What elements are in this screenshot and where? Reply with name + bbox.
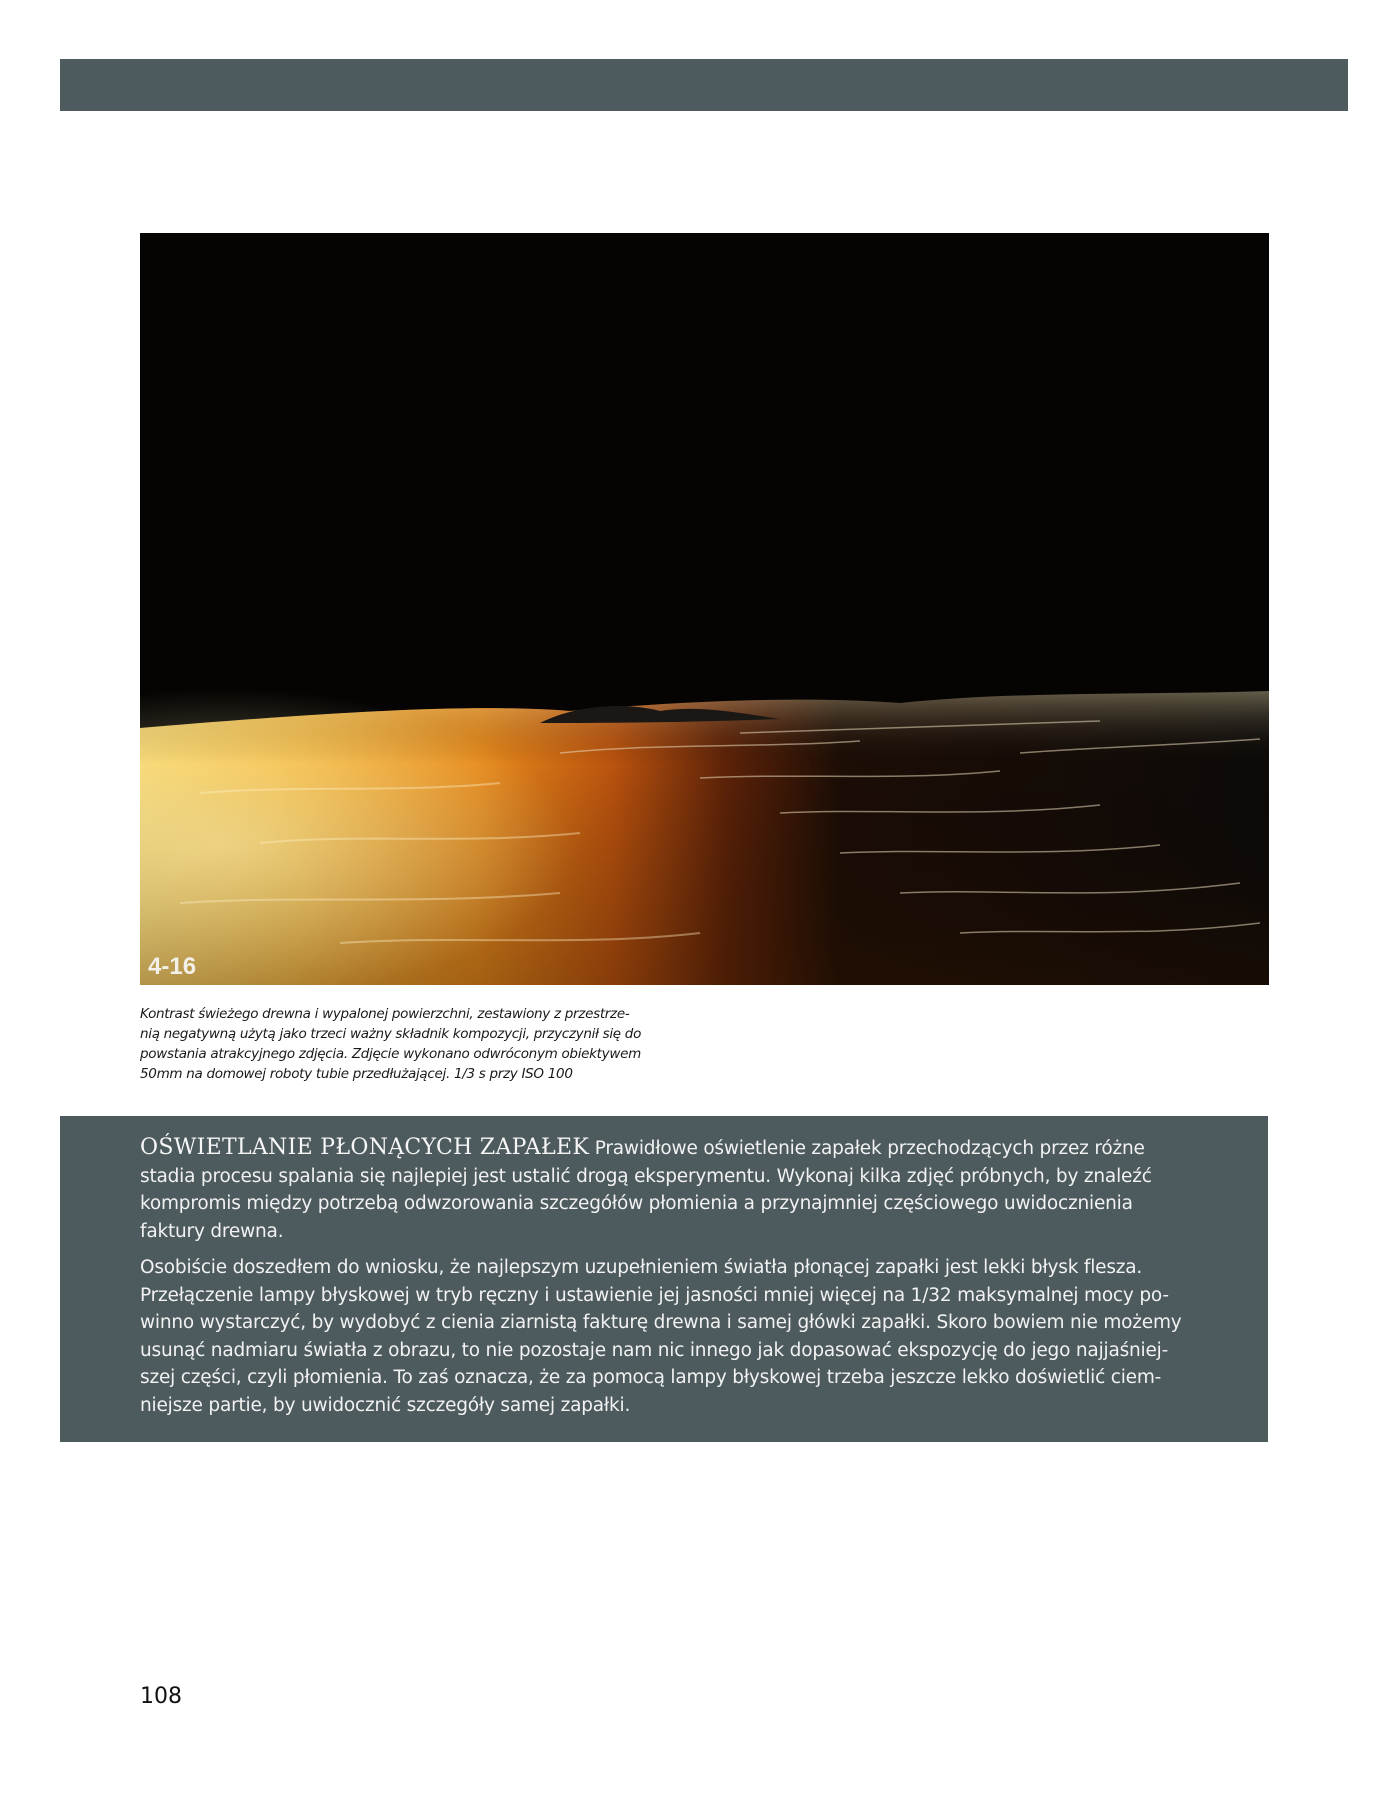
sidebar-line: winno wystarczyć, by wydobyć z cienia ziarnistą fakturę drewna i samej główki zapałki. Skoro bowiem nie możemy (140, 1312, 1182, 1333)
match-macro-photo (140, 233, 1269, 985)
sidebar-paragraph-2 (140, 1254, 1230, 1419)
sidebar-first-line (140, 1134, 1230, 1163)
sidebar-line: niejsze partie, by uwidocznić szczegóły samej zapałki. (140, 1394, 631, 1416)
figure-number: 4-16 (148, 953, 197, 980)
caption-line: Kontrast świeżego drewna i wypalonej powierzchni, zestawiony z przestrze- (140, 1006, 630, 1022)
sidebar-paragraph-start: Prawidłowe oświetlenie zapałek przechodzących przez różne (589, 1138, 1145, 1159)
sidebar-line: stadia procesu spalania się najlepiej jest ustalić drogą eksperymentu. Wykonaj kilka zdjęć próbnych, by znaleźć (140, 1165, 1152, 1187)
header-bar (60, 59, 1348, 111)
sidebar-line: szej części, czyli płomienia. To zaś oznacza, że za pomocą lampy błyskowej trzeba jeszcze lekko doświetlić ciem- (140, 1367, 1162, 1388)
sidebar-line: Osobiście doszedłem do wniosku, że najlepszym uzupełnieniem światła płonącej zapałki jest lekki błysk flesza. (140, 1257, 1143, 1278)
photo-image (140, 233, 1269, 985)
photo-caption (140, 1004, 680, 1084)
sidebar-text (140, 1134, 1230, 1419)
sidebar-line: Przełączenie lampy błyskowej w tryb ręczny i ustawienie jej jasności mniej więcej na 1/32 maksymalnej mocy po- (140, 1284, 1169, 1306)
sidebar-box (60, 1116, 1268, 1442)
sidebar-heading: OŚWIETLANIE PŁONĄCYCH ZAPAŁEK (140, 1135, 590, 1160)
caption-line: powstania atrakcyjnego zdjęcia. Zdjęcie wykonano odwróconym obiektywem (140, 1046, 641, 1062)
sidebar-line: usunąć nadmiaru światła z obrazu, to nie pozostaje nam nic innego jak dopasować ekspozycję do jego najjaśniej- (140, 1339, 1169, 1361)
sidebar-line: faktury drewna. (140, 1220, 284, 1242)
caption-line: nią negatywną użytą jako trzeci ważny składnik kompozycji, przyczynił się do (140, 1026, 642, 1042)
page-number: 108 (140, 1684, 182, 1709)
sidebar-line: kompromis między potrzebą odwzorowania szczegółów płomienia a przynajmniej częściowego uwidocznienia (140, 1193, 1133, 1214)
caption-line: 50mm na domowej roboty tubie przedłużającej. 1/3 s przy ISO 100 (140, 1066, 573, 1082)
